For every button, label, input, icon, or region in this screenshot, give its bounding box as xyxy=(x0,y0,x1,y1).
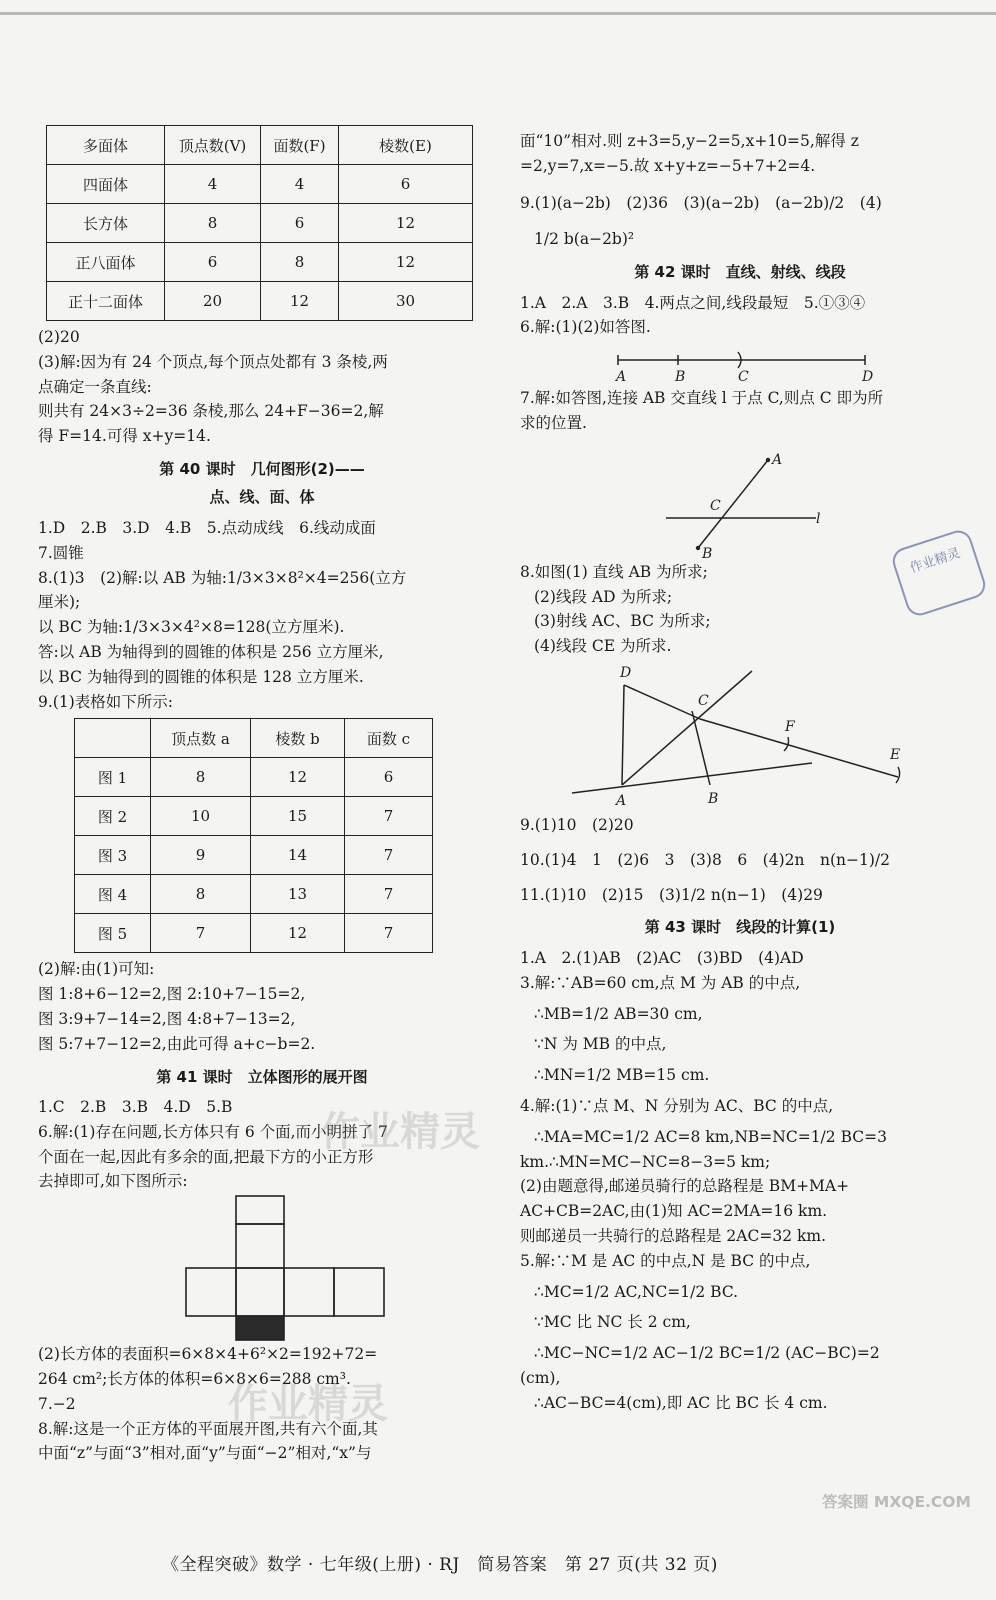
answer-line: (2)线段 AD 为所求; xyxy=(534,587,673,606)
stamp: 作业精灵 xyxy=(889,527,989,619)
answer-line: 则共有 24×3÷2=36 条棱,那么 24+F−36=2,解 xyxy=(38,402,384,421)
table-cell: 12 xyxy=(251,758,345,797)
answer-line: 图 3:9+7−14=2,图 4:8+7−13=2, xyxy=(38,1009,296,1028)
table-cell: 7 xyxy=(151,914,251,953)
answer-line: 8.如图(1) 直线 AB 为所求; xyxy=(520,562,708,581)
table-header-row xyxy=(47,126,473,165)
answer-line: km.∴MN=MC−NC=8−3=5 km; xyxy=(520,1152,771,1171)
point-label: C xyxy=(738,369,749,386)
left-column xyxy=(38,125,486,1466)
answer-line: ∵N 为 MB 的中点, xyxy=(534,1035,667,1054)
table-row xyxy=(47,243,473,282)
table-row xyxy=(75,914,433,953)
answer-line: 厘米); xyxy=(38,593,81,612)
answer-line: 7.−2 xyxy=(38,1394,76,1413)
table-cell: 15 xyxy=(251,797,345,836)
answer-line: ∵MC 比 NC 长 2 cm, xyxy=(534,1313,691,1332)
answer-line: 1.A 2.A 3.B 4.两点之间,线段最短 5.①③④ xyxy=(520,293,866,312)
site-logo: 答案圈 MXQE.COM xyxy=(822,1493,971,1511)
answer-line: =2,y=7,x=−5.故 x+y+z=−5+7+2=4. xyxy=(520,156,816,175)
table-cell: 图 4 xyxy=(75,875,151,914)
right-column xyxy=(520,125,960,1416)
answer-line: 1/2 b(a−2b)² xyxy=(534,230,635,249)
answer-line: 9.(1)表格如下所示: xyxy=(38,692,173,711)
table-cell: 面数 c xyxy=(345,719,433,758)
table-cell: 正八面体 xyxy=(47,243,165,282)
table-row xyxy=(47,282,473,321)
table-row xyxy=(47,204,473,243)
answer-line: ∴MC−NC=1/2 AC−1/2 BC=1/2 (AC−BC)=2 xyxy=(534,1344,880,1363)
lesson-43-title: 第 43 课时 线段的计算(1) xyxy=(644,918,836,937)
construction-figure xyxy=(520,659,960,813)
answer-line: ∴AC−BC=4(cm),即 AC 比 BC 长 4 cm. xyxy=(534,1393,828,1412)
answer-line: 点确定一条直线: xyxy=(38,377,152,396)
answer-line: 4.解:(1)∵点 M、N 分别为 AC、BC 的中点, xyxy=(520,1096,834,1115)
answer-line: 求的位置. xyxy=(520,414,587,433)
table-cell: 12 xyxy=(339,243,473,282)
top-rule xyxy=(0,12,996,15)
answer-line: 6.解:(1)(2)如答图. xyxy=(520,318,651,337)
point-label: C xyxy=(698,693,709,710)
point-label: B xyxy=(675,369,686,386)
answer-line: 以 BC 为轴得到的圆锥的体积是 128 立方厘米. xyxy=(38,667,364,686)
watermark: 作业精灵 xyxy=(228,1381,388,1427)
table-cell: 8 xyxy=(151,758,251,797)
answer-line: 10.(1)4 1 (2)6 3 (3)8 6 (4)2n n(n−1)/2 xyxy=(520,850,890,869)
table-cell: 4 xyxy=(165,165,261,204)
table-row xyxy=(75,758,433,797)
table-row xyxy=(75,836,433,875)
table-cell: 13 xyxy=(251,875,345,914)
answer-line: 得 F=14.可得 x+y=14. xyxy=(38,427,211,446)
answer-line: (2)由题意得,邮递员骑行的总路程是 BM+MA+ xyxy=(520,1177,850,1196)
table-header-row xyxy=(75,719,433,758)
table-cell: 6 xyxy=(261,204,339,243)
point-label: F xyxy=(785,719,795,736)
answer-line: 8.解:这是一个正方体的平面展开图,共有六个面,其 xyxy=(38,1419,378,1438)
answer-line: 7.解:如答图,连接 AB 交直线 l 于点 C,则点 C 即为所 xyxy=(520,389,884,408)
answer-line: 11.(1)10 (2)15 (3)1/2 n(n−1) (4)29 xyxy=(520,885,823,904)
table-cell: 多面体 xyxy=(47,126,165,165)
point-label: A xyxy=(616,369,627,386)
lesson-41-title: 第 41 课时 立体图形的展开图 xyxy=(156,1067,368,1086)
table-cell: 8 xyxy=(165,204,261,243)
watermark: 作业精灵 xyxy=(320,1109,480,1155)
answer-line: 264 cm²;长方体的体积=6×8×6=288 cm³. xyxy=(38,1370,351,1389)
table-cell: 面数(F) xyxy=(261,126,339,165)
table-cell: 7 xyxy=(345,914,433,953)
point-label: D xyxy=(620,665,632,682)
table-cell: 4 xyxy=(261,165,339,204)
answer-line: ∴MN=1/2 MB=15 cm. xyxy=(534,1066,710,1085)
answer-line: AC+CB=2AC,由(1)知 AC=2MA=16 km. xyxy=(520,1202,828,1221)
table-cell: 6 xyxy=(339,165,473,204)
table-cell: 顶点数(V) xyxy=(165,126,261,165)
table-cell: 14 xyxy=(251,836,345,875)
point-label: A xyxy=(772,451,783,468)
table-cell: 8 xyxy=(261,243,339,282)
point-label: B xyxy=(708,791,719,808)
answer-line: 9.(1)(a−2b) (2)36 (3)(a−2b) (a−2b)/2 (4) xyxy=(520,193,882,212)
table-cell: 7 xyxy=(345,836,433,875)
line-segment-figure xyxy=(520,340,960,386)
answer-line: 7.圆锥 xyxy=(38,543,84,562)
table-cell: 6 xyxy=(165,243,261,282)
table-cell: 7 xyxy=(345,797,433,836)
table-cell: 四面体 xyxy=(47,165,165,204)
answer-line: 图 5:7+7−12=2,由此可得 a+c−b=2. xyxy=(38,1034,316,1053)
answer-line: 个面在一起,因此有多余的面,把最下方的小正方形 xyxy=(38,1147,374,1166)
point-label: A xyxy=(616,793,627,810)
page-footer: 《全程突破》数学 · 七年级(上册) · RJ 简易答案 第 27 页(共 32 页) xyxy=(162,1555,718,1575)
answer-line: 中面“z”与面“3”相对,面“y”与面“−2”相对,“x”与 xyxy=(38,1444,372,1463)
answer-line: 9.(1)10 (2)20 xyxy=(520,816,634,835)
table-cell: 正十二面体 xyxy=(47,282,165,321)
answer-line: (2)长方体的表面积=6×8×4+6²×2=192+72= xyxy=(38,1345,378,1364)
table-cell: 20 xyxy=(165,282,261,321)
polyhedra-table xyxy=(46,125,473,321)
answer-line: 以 BC 为轴:1/3×3×4²×8=128(立方厘米). xyxy=(38,618,345,637)
answer-line: 5.解:∵M 是 AC 的中点,N 是 BC 的中点, xyxy=(520,1251,811,1270)
table-cell: 12 xyxy=(251,914,345,953)
table-cell: 12 xyxy=(261,282,339,321)
point-label: C xyxy=(710,497,721,514)
answer-line: (2)解:由(1)可知: xyxy=(38,960,155,979)
table-row xyxy=(75,797,433,836)
answer-line: 则邮递员一共骑行的总路程是 2AC=32 km. xyxy=(520,1226,826,1245)
table-cell: 7 xyxy=(345,875,433,914)
answer-line: 6.解:(1)存在问题,长方体只有 6 个面,而小明拼了 7 xyxy=(38,1122,388,1141)
answer-line: 1.D 2.B 3.D 4.B 5.点动成线 6.线动成面 xyxy=(38,518,376,537)
table-cell: 顶点数 a xyxy=(151,719,251,758)
table-cell: 棱数(E) xyxy=(339,126,473,165)
answer-line: 去掉即可,如下图所示: xyxy=(38,1172,188,1191)
table-cell: 8 xyxy=(151,875,251,914)
answer-line: (3)解:因为有 24 个顶点,每个顶点处都有 3 条棱,两 xyxy=(38,352,388,371)
answer-line: ∴MB=1/2 AB=30 cm, xyxy=(534,1004,703,1023)
answer-line: 答:以 AB 为轴得到的圆锥的体积是 256 立方厘米, xyxy=(38,642,384,661)
table-cell: 12 xyxy=(339,204,473,243)
cube-net-figure xyxy=(38,1194,486,1342)
answer-line: ∴MC=1/2 AC,NC=1/2 BC. xyxy=(534,1282,739,1301)
table-cell: 图 5 xyxy=(75,914,151,953)
answer-line: (2)20 xyxy=(38,328,80,346)
table-row xyxy=(47,165,473,204)
answer-line: (3)射线 AC、BC 为所求; xyxy=(534,612,711,631)
point-label: D xyxy=(862,369,874,386)
lesson-40-subtitle: 点、线、面、体 xyxy=(209,488,315,507)
answer-line: (4)线段 CE 为所求. xyxy=(534,637,672,656)
answer-line: 1.C 2.B 3.B 4.D 5.B xyxy=(38,1098,233,1117)
table-cell: 棱数 b xyxy=(251,719,345,758)
table-cell xyxy=(75,719,151,758)
table-cell: 长方体 xyxy=(47,204,165,243)
answer-line: 8.(1)3 (2)解:以 AB 为轴:1/3×3×8²×4=256(立方 xyxy=(38,568,407,587)
intersection-figure xyxy=(520,436,960,560)
table-cell: 6 xyxy=(345,758,433,797)
table-cell: 30 xyxy=(339,282,473,321)
answer-line: 1.A 2.(1)AB (2)AC (3)BD (4)AD xyxy=(520,948,804,967)
figure-counts-table xyxy=(74,718,433,953)
answer-line: ∴MA=MC=1/2 AC=8 km,NB=NC=1/2 BC=3 xyxy=(534,1127,887,1146)
table-cell: 图 2 xyxy=(75,797,151,836)
answer-line: (cm), xyxy=(520,1368,561,1387)
lesson-42-title: 第 42 课时 直线、射线、线段 xyxy=(634,263,846,282)
table-cell: 9 xyxy=(151,836,251,875)
answer-line: 图 1:8+6−12=2,图 2:10+7−15=2, xyxy=(38,985,306,1004)
table-cell: 10 xyxy=(151,797,251,836)
table-cell: 图 1 xyxy=(75,758,151,797)
answer-line: 3.解:∵AB=60 cm,点 M 为 AB 的中点, xyxy=(520,973,801,992)
point-label: E xyxy=(890,747,901,764)
point-label: l xyxy=(816,510,821,527)
lesson-40-title: 第 40 课时 几何图形(2)—— xyxy=(159,459,365,478)
point-label: B xyxy=(702,545,713,560)
answer-line: 面“10”相对.则 z+3=5,y−2=5,x+10=5,解得 z xyxy=(520,132,859,150)
table-row xyxy=(75,875,433,914)
table-cell: 图 3 xyxy=(75,836,151,875)
